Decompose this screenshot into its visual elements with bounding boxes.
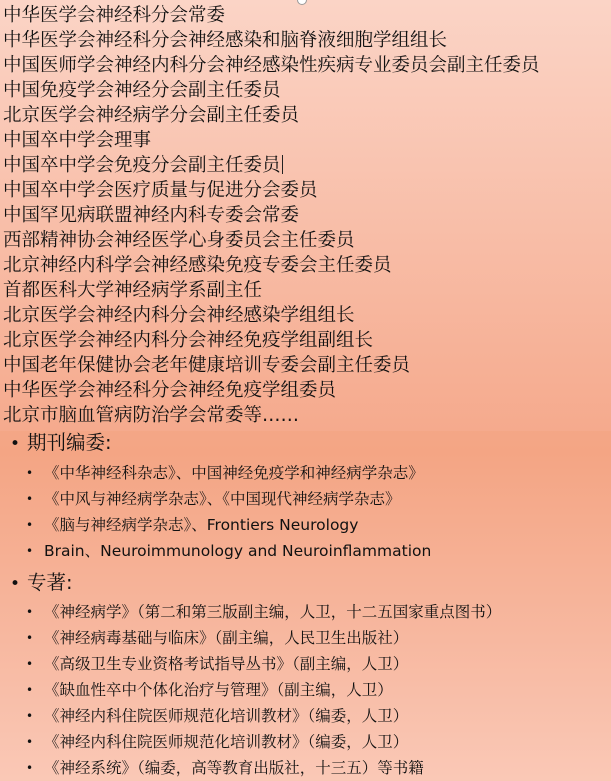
list-item (0, 625, 611, 651)
list-item (0, 755, 611, 781)
bullet-icon: • (9, 574, 21, 594)
list-item-text: 《神经内科住院医师规范化培训教材》（编委，人卫） (44, 707, 409, 725)
list-item (0, 460, 611, 486)
list-item (0, 729, 611, 755)
bullet-icon: • (26, 466, 34, 480)
affiliation-line: 中国卒中学会医疗质量与促进分会委员 (3, 180, 318, 201)
list-item-text: 《脑与神经病学杂志》、Frontiers Neurology (44, 516, 359, 534)
bullet-icon: • (26, 492, 34, 506)
affiliation-line: 中国卒中学会理事 (3, 130, 152, 151)
affiliation-line: 北京医学会神经内科分会神经感染学组组长 (3, 305, 355, 326)
affiliation-line: 中国免疫学会神经分会副主任委员 (3, 80, 281, 101)
journals-heading-text: 期刊编委: (27, 431, 112, 454)
bullet-icon: • (26, 544, 34, 558)
affiliation-line-with-cursor (0, 153, 611, 178)
affiliation-line: 中国罕见病联盟神经内科专委会常委 (3, 205, 300, 226)
affiliation-line: 中国老年保健协会老年健康培训专委会副主任委员 (3, 355, 411, 376)
list-item-text: Brain、Neuroimmunology and Neuroinflammation (44, 542, 432, 560)
list-item (0, 703, 611, 729)
bullet-icon: • (26, 683, 34, 697)
affiliation-line: 北京医学会神经内科分会神经免疫学组副组长 (3, 330, 374, 351)
bullet-icon: • (26, 709, 34, 723)
affiliation-line: 中华医学会神经科分会神经免疫学组委员 (3, 380, 337, 401)
list-item-text: 《中华神经科杂志》、中国神经免疫学和神经病学杂志》 (44, 464, 424, 482)
list-item-text: 《高级卫生专业资格考试指导丛书》（副主编，人卫） (44, 655, 409, 673)
list-item-text: 《中风与神经病学杂志》、《中国现代神经病学杂志》 (44, 490, 401, 508)
affiliation-line: 中华医学会神经科分会常委 (3, 5, 226, 26)
bullet-icon: • (26, 605, 34, 619)
list-item (0, 512, 611, 538)
journals-list (0, 460, 611, 564)
list-item (0, 486, 611, 512)
affiliation-line: 西部精神协会神经医学心身委员会主任委员 (3, 230, 355, 251)
list-item (0, 538, 611, 564)
bullet-icon: • (26, 657, 34, 671)
list-item-text: 《神经病毒基础与临床》（副主编，人民卫生出版社） (44, 629, 409, 647)
affiliation-text: 中国卒中学会免疫分会副主任委员 (3, 155, 281, 176)
bullet-icon: • (9, 434, 21, 454)
affiliation-line: 北京医学会神经病学分会副主任委员 (3, 105, 300, 126)
affiliation-line: 首都医科大学神经病学系副主任 (3, 280, 263, 301)
journals-heading (0, 428, 112, 458)
bullet-icon: • (26, 518, 34, 532)
list-item-text: 《神经内科住院医师规范化培训教材》（编委，人卫） (44, 733, 409, 751)
list-item (0, 651, 611, 677)
affiliation-line: 中华医学会神经科分会神经感染和脑脊液细胞学组组长 (3, 30, 448, 51)
bullet-icon: • (26, 631, 34, 645)
affiliation-line: 中国医师学会神经内科分会神经感染性疾病专业委员会副主任委员 (3, 55, 540, 76)
monographs-heading-text: 专著: (27, 571, 73, 594)
bullet-icon: • (26, 761, 34, 775)
monographs-heading (0, 568, 73, 598)
list-item-text: 《神经病学》（第二和第三版副主编，人卫，十二五国家重点图书） (44, 603, 502, 621)
text-cursor (282, 155, 283, 174)
list-item (0, 599, 611, 625)
affiliation-line: 北京市脑血管病防治学会常委等…… (3, 405, 300, 426)
bullet-icon: • (26, 735, 34, 749)
list-item (0, 677, 611, 703)
list-item-text: 《神经系统》（编委，高等教育出版社，十三五）等书籍 (44, 759, 424, 777)
monographs-list (0, 599, 611, 781)
list-item-text: 《缺血性卒中个体化治疗与管理》（副主编，人卫） (44, 681, 393, 699)
affiliation-line: 北京神经内科学会神经感染免疫专委会主任委员 (3, 255, 392, 276)
